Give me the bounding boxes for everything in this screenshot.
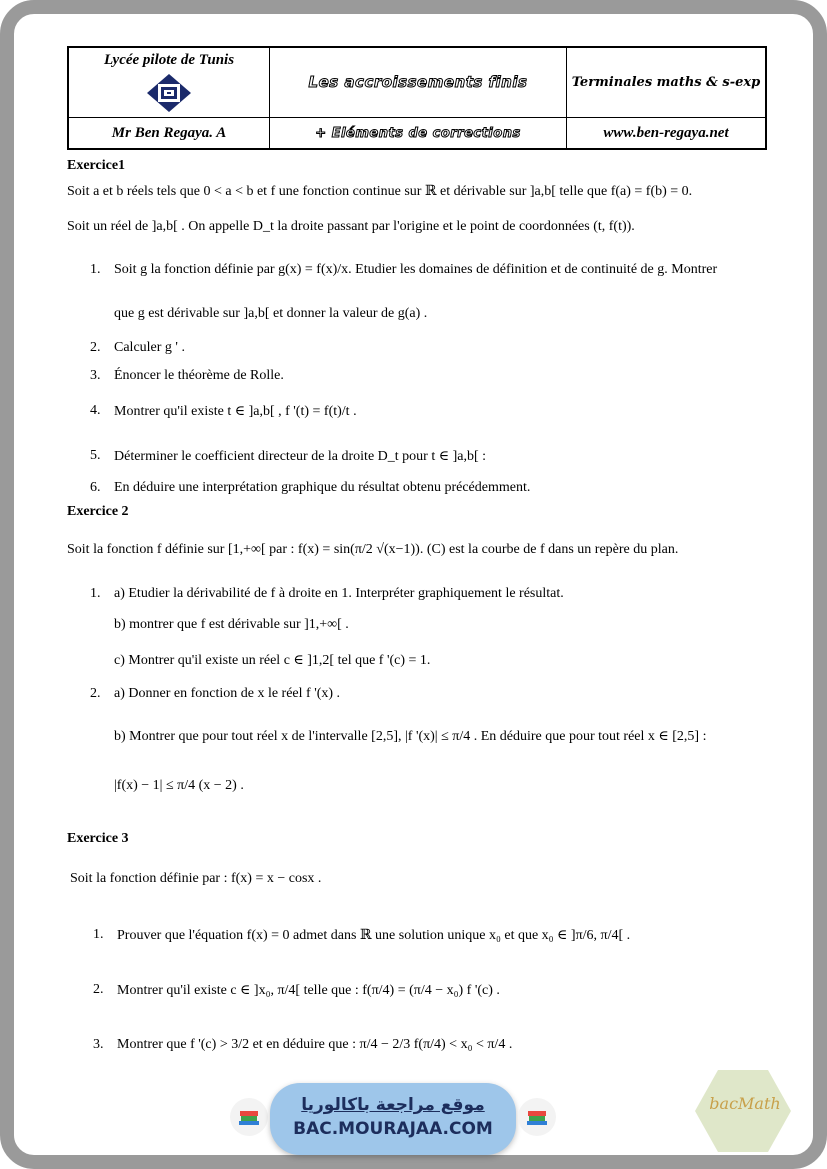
header-website-cell bbox=[567, 117, 767, 149]
header-level-cell bbox=[567, 47, 767, 117]
document-page bbox=[56, 38, 771, 1128]
books-badge-right-icon bbox=[518, 1098, 556, 1136]
exercise-1-title: Exercice1 bbox=[67, 158, 126, 173]
question-number: 5. bbox=[90, 448, 101, 463]
exercise-1-q3: Énoncer le théorème de Rolle. bbox=[114, 368, 284, 383]
teacher-name: Mr Ben Regaya. A bbox=[111, 124, 227, 141]
question-number: 3. bbox=[93, 1037, 104, 1052]
exercise-1-intro-1: Soit a et b réels tels que 0 < a < b et f une fonction continue sur ℝ et dérivable sur ]a,b[ telle que f(a) = f(b) = 0. bbox=[67, 184, 693, 199]
document-subtitle: + Eléments de corrections bbox=[315, 125, 521, 141]
class-level: Terminales maths & s-exp bbox=[571, 75, 761, 91]
exercise-2-q1b: b) montrer que f est dérivable sur ]1,+∞[ . bbox=[114, 617, 349, 632]
exercise-2-q2a: a) Donner en fonction de x le réel f '(x) . bbox=[114, 686, 341, 701]
exercise-1-q1-line1: Soit g la fonction définie par g(x) = f(x)/x. Etudier les domaines de définition et de continuité de g. Montrer bbox=[114, 262, 718, 277]
exercise-3-intro: Soit la fonction définie par : f(x) = x − cosx . bbox=[70, 871, 322, 886]
exercise-2-q1a: a) Etudier la dérivabilité de f à droite en 1. Interpréter graphiquement le résultat. bbox=[114, 586, 564, 601]
watermark-banner[interactable] bbox=[270, 1083, 516, 1155]
exercise-1-intro-2: Soit un réel de ]a,b[ . On appelle D_t la droite passant par l'origine et le point de coordonnées (t, f(t)). bbox=[67, 219, 635, 234]
bacmath-logo-text: bacMath bbox=[709, 1094, 781, 1113]
website-link[interactable]: www.ben-regaya.net bbox=[603, 124, 729, 141]
header-title-cell bbox=[270, 47, 567, 117]
question-number: 1. bbox=[93, 927, 104, 942]
exercise-1-q1-line2: que g est dérivable sur ]a,b[ et donner la valeur de g(a) . bbox=[114, 306, 428, 321]
exercise-2-q2c: |f(x) − 1| ≤ π/4 (x − 2) . bbox=[114, 778, 244, 793]
exercise-2-q2b: b) Montrer que pour tout réel x de l'intervalle [2,5], |f '(x)| ≤ π/4 . En déduire que pour tout réel x ∈ [2,5] : bbox=[114, 729, 707, 744]
question-number: 3. bbox=[90, 368, 101, 383]
question-number: 2. bbox=[90, 686, 101, 701]
exercise-3-title: Exercice 3 bbox=[67, 831, 129, 846]
exercise-1-q4: Montrer qu'il existe t ∈ ]a,b[ , f '(t) = f(t)/t . bbox=[114, 404, 357, 419]
header-teacher-cell bbox=[68, 117, 270, 149]
question-number: 2. bbox=[90, 340, 101, 355]
header-table bbox=[67, 46, 767, 150]
question-number: 1. bbox=[90, 586, 101, 601]
exercise-1-q6: En déduire une interprétation graphique du résultat obtenu précédemment. bbox=[114, 480, 531, 495]
document-title: Les accroissements finis bbox=[308, 72, 528, 91]
question-number: 4. bbox=[90, 403, 101, 418]
question-number: 6. bbox=[90, 480, 101, 495]
banner-arabic-text: موقع مراجعة باكالوريا bbox=[301, 1095, 485, 1115]
books-badge-left-icon bbox=[230, 1098, 268, 1136]
header-school-cell bbox=[68, 47, 270, 117]
banner-site-text: BAC.MOURAJAA.COM bbox=[293, 1119, 493, 1139]
exercise-2-q1c: c) Montrer qu'il existe un réel c ∈ ]1,2[ tel que f '(c) = 1. bbox=[114, 653, 431, 668]
question-number: 1. bbox=[90, 262, 101, 277]
exercise-3-q3: Montrer que f '(c) > 3/2 et en déduire que : π/4 − 2/3 f(π/4) < x₀ < π/4 . bbox=[117, 1037, 513, 1052]
school-name: Lycée pilote de Tunis bbox=[103, 51, 235, 68]
exercise-2-intro: Soit la fonction f définie sur [1,+∞[ par : f(x) = sin(π/2 √(x−1)). (C) est la courbe de f dans un repère du plan. bbox=[67, 542, 679, 557]
question-number: 2. bbox=[93, 982, 104, 997]
exercise-1-q2: Calculer g ' . bbox=[114, 340, 185, 355]
school-logo-icon bbox=[146, 73, 192, 113]
header-subtitle-cell bbox=[270, 117, 567, 149]
exercise-3-q2: Montrer qu'il existe c ∈ ]x₀, π/4[ telle que : f(π/4) = (π/4 − x₀) f '(c) . bbox=[117, 983, 500, 998]
exercise-3-q1: Prouver que l'équation f(x) = 0 admet dans ℝ une solution unique x₀ et que x₀ ∈ ]π/6, π/4[ . bbox=[117, 928, 631, 943]
exercise-2-title: Exercice 2 bbox=[67, 504, 129, 519]
exercise-1-q5: Déterminer le coefficient directeur de la droite D_t pour t ∈ ]a,b[ : bbox=[114, 449, 487, 464]
